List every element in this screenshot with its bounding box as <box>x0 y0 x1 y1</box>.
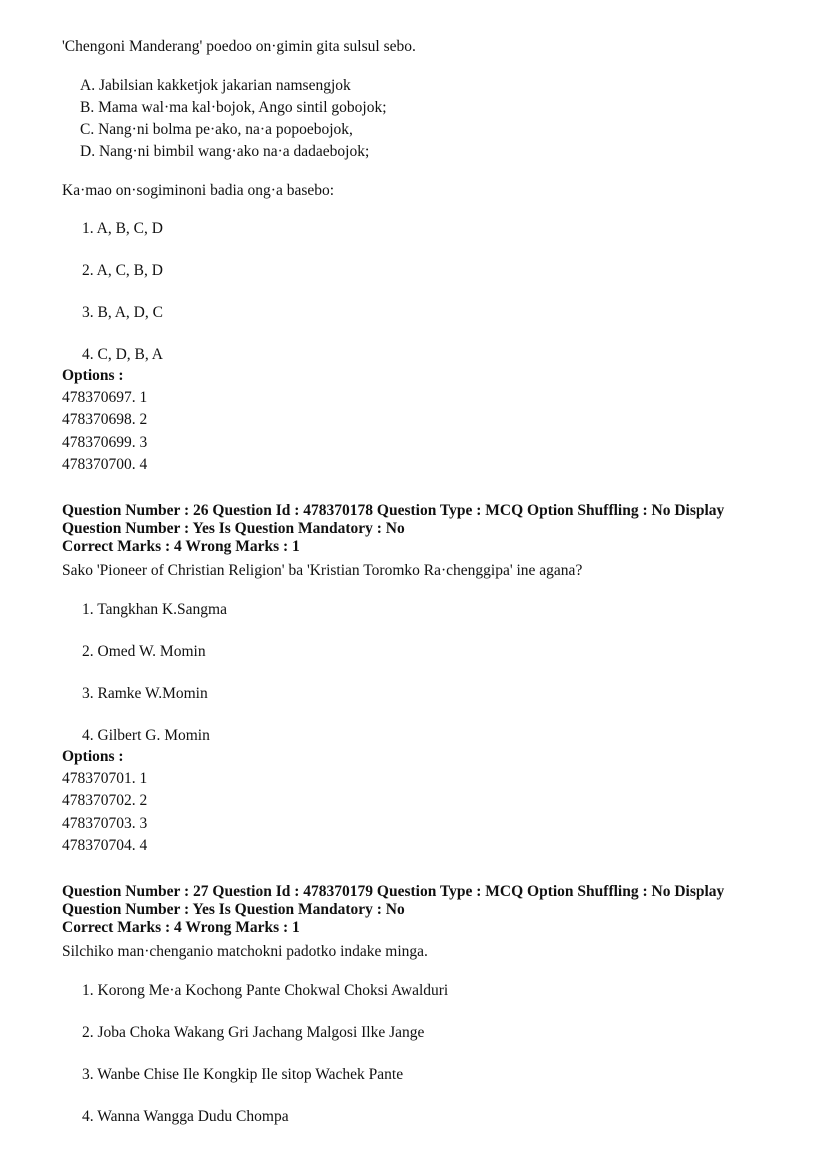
answer-option-3: 3. Ramke W.Momin <box>82 685 208 703</box>
answer-option-1: 1. A, B, C, D <box>82 220 163 237</box>
answer-option-4: 4. Gilbert G. Momin <box>82 727 210 745</box>
question-prompt: Ka·mao on·sogiminoni badia ong·a basebo: <box>62 182 335 199</box>
option-id: 478370699. 3 <box>62 433 148 451</box>
answer-option-2: 2. Omed W. Momin <box>82 643 206 661</box>
answer-option-1: 1. Korong Me·a Kochong Pante Chokwal Choksi Awalduri <box>82 982 449 1000</box>
option-id: 478370700. 4 <box>62 455 148 473</box>
option-id-list <box>62 768 764 857</box>
option-id: 478370703. 3 <box>62 814 148 832</box>
question-header: Question Number : 26 Question Id : 478370178 Question Type : MCQ Option Shuffling : No Display Question Number : Yes Is Question Mandatory : No <box>62 502 725 538</box>
answer-option-2: 2. Joba Choka Wakang Gri Jachang Malgosi Ilke Jange <box>82 1024 425 1042</box>
answer-option-3: 3. B, A, D, C <box>82 304 163 321</box>
option-id: 478370702. 2 <box>62 792 148 810</box>
option-id: 478370697. 1 <box>62 389 148 406</box>
answer-option-3: 3. Wanbe Chise Ile Kongkip Ile sitop Wachek Pante <box>82 1066 404 1084</box>
page-content <box>62 36 764 1127</box>
answer-option-1: 1. Tangkhan K.Sangma <box>82 601 227 619</box>
question-marks: Correct Marks : 4 Wrong Marks : 1 <box>62 538 300 556</box>
question-marks: Correct Marks : 4 Wrong Marks : 1 <box>62 919 300 937</box>
option-id: 478370701. 1 <box>62 770 148 788</box>
answer-options-list <box>62 980 764 1127</box>
lettered-option-b: B. Mama wal·ma kal·bojok, Ango sintil gobojok; <box>80 99 387 116</box>
answer-options-list <box>62 218 764 365</box>
question-block-27 <box>62 883 764 1127</box>
options-label: Options : <box>62 748 124 766</box>
question-text: 'Chengoni Manderang' poedoo on·gimin gita sulsul sebo. <box>62 38 416 55</box>
question-block-26 <box>62 502 764 857</box>
option-id: 478370704. 4 <box>62 837 148 855</box>
answer-option-4: 4. Wanna Wangga Dudu Chompa <box>82 1108 289 1126</box>
lettered-options-list <box>62 75 764 163</box>
question-text: Sako 'Pioneer of Christian Religion' ba 'Kristian Toromko Ra·chenggipa' ine agana? <box>62 562 583 580</box>
question-header: Question Number : 27 Question Id : 478370179 Question Type : MCQ Option Shuffling : No Display Question Number : Yes Is Question Mandatory : No <box>62 883 725 919</box>
answer-option-2: 2. A, C, B, D <box>82 262 163 279</box>
option-id-list <box>62 387 764 476</box>
options-label: Options : <box>62 367 124 384</box>
question-block-partial <box>62 36 764 476</box>
option-id: 478370698. 2 <box>62 411 148 429</box>
answer-options-list <box>62 599 764 746</box>
answer-option-4: 4. C, D, B, A <box>82 346 163 363</box>
lettered-option-a: A. Jabilsian kakketjok jakarian namsengjok <box>80 77 351 94</box>
question-text: Silchiko man·chenganio matchokni padotko indake minga. <box>62 943 428 961</box>
lettered-option-c: C. Nang·ni bolma pe·ako, na·a popoebojok, <box>80 121 353 138</box>
lettered-option-d: D. Nang·ni bimbil wang·ako na·a dadaebojok; <box>80 143 370 160</box>
